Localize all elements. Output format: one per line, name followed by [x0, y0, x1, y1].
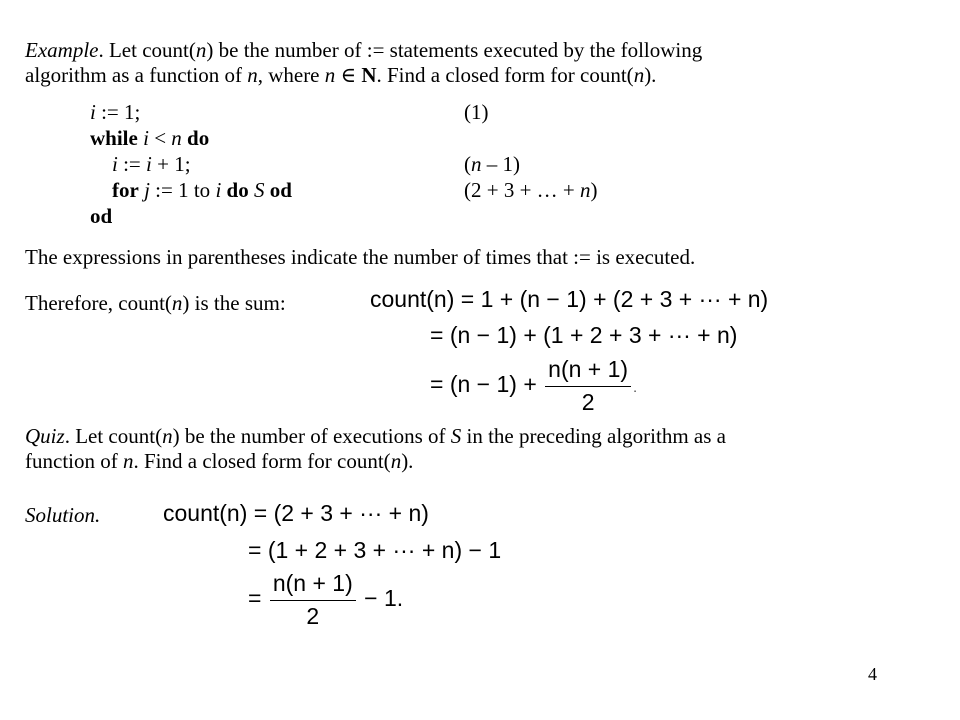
- sum-fraction: $\frac{n(n + 1)}{2}$: [545, 356, 631, 416]
- example-line-2: algorithm as a function of n, where n ∈ N. Find a closed form for count(n).: [25, 63, 657, 88]
- example-line-1: Example. Let count(n) be the number of := statements executed by the following: [25, 38, 703, 62]
- page-number: 4: [868, 664, 877, 684]
- solution-row-2: = (1 + 2 + 3 + ··· + n) − 1: [248, 537, 502, 563]
- sum-row-3: = (n − 1) + $\frac{n(n + 1)}{2}$ .: [430, 356, 637, 415]
- solution-label: Solution.: [25, 503, 101, 527]
- algo-line-5: od: [90, 204, 113, 228]
- example-paragraph: [25, 38, 702, 88]
- quiz-line-2: function of n. Find a closed form for count(n).: [25, 449, 414, 474]
- sum-row-1: count(n) = 1 + (n − 1) + (2 + 3 + ··· + n): [370, 286, 769, 312]
- count-annotation-4: (2 + 3 + … + n): [464, 178, 598, 202]
- solution-fraction: $\frac{n(n + 1)}{2}$: [270, 570, 356, 630]
- example-heading: Example: [25, 38, 99, 62]
- explanation-text: The expressions in parentheses indicate the number of times that := is executed.: [25, 245, 696, 269]
- quiz-paragraph: [25, 424, 726, 474]
- quiz-line-1: Quiz. Let count(n) be the number of executions of S in the preceding algorithm as a: [25, 424, 726, 448]
- algo-line-2: while i < n do: [90, 126, 210, 150]
- sum-row-2: = (n − 1) + (1 + 2 + 3 + ··· + n): [430, 322, 738, 348]
- solution-row-1: count(n) = (2 + 3 + ··· + n): [163, 500, 429, 526]
- algo-line-4: for j := 1 to i do S od: [112, 178, 292, 202]
- algo-line-1: i := 1;: [90, 100, 141, 124]
- algo-line-3: i := i + 1;: [112, 152, 191, 176]
- therefore-text: Therefore, count(n) is the sum:: [25, 291, 286, 315]
- quiz-heading: Quiz: [25, 424, 65, 448]
- count-annotation-3: (n – 1): [464, 152, 520, 176]
- count-annotation-1: (1): [464, 100, 489, 124]
- solution-row-3: = $\frac{n(n + 1)}{2}$ − 1.: [248, 570, 404, 629]
